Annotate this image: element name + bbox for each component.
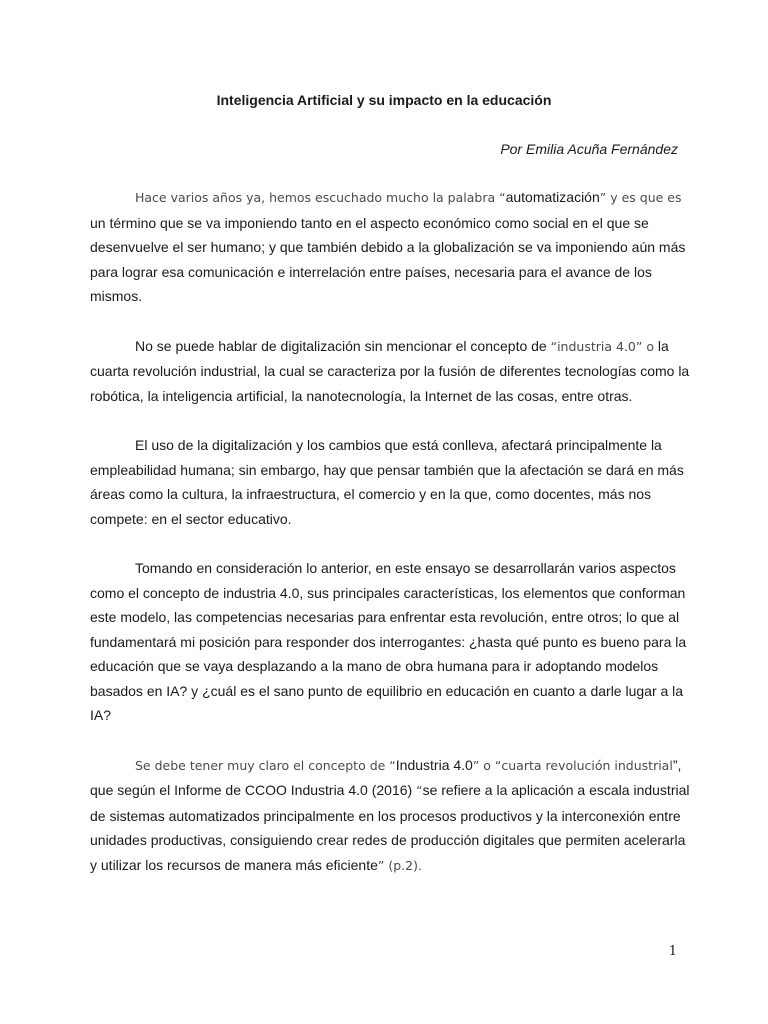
paragraph-2-lead: No se puede hablar de digitalización sin mencionar el concepto de — [135, 337, 551, 354]
paragraph-2-quote: “industria 4.0” o — [550, 338, 654, 354]
paragraph-1-lead: Hace varios años ya, hemos escuchado mucho la palabra “ — [135, 190, 506, 205]
paragraph-5-alt-term: ” o “cuarta revolución industrial — [472, 757, 673, 773]
document-body — [90, 185, 690, 879]
paragraph-1-rest: un término que se va imponiendo tanto en el aspecto económico como social en el que se desenvuelve el ser humano; y que también debido a la globalización se va imponiendo aún más para lograr esa comunicación e interrelación entre países, necesaria para el avance de los mismos. — [90, 214, 686, 305]
paragraph-5-citation: ”, que según el Informe de CCOO Industria 4.0 (2016) — [90, 756, 682, 799]
paragraph-5 — [90, 753, 690, 879]
paragraph-4: Tomando en consideración lo anterior, en este ensayo se desarrollarán varios aspectos como el concepto de industria 4.0, sus principales características, los elementos que conforman este modelo, las competencias necesarias para enfrentar esta revolución, entre otros; lo que al fundamentará mi posición para responder dos interrogantes: ¿hasta qué punto es bueno para la educación que se vaya desplazando a la mano de obra humana para ir adoptando modelos basados en IA? y ¿cuál es el sano punto de equilibrio en educación en cuanto a darle lugar a la IA? — [90, 559, 687, 724]
paragraph-3: El uso de la digitalización y los cambios que está conlleva, afectará principalmente la empleabilidad humana; sin embargo, hay que pensar también que la afectación se dará en más áreas como la cultura, la infraestructura, el comercio y en la que, como docentes, más nos compete: en el sector educativo. — [90, 436, 684, 527]
page-number: 1 — [668, 944, 677, 959]
paragraph-5-quote: se refiere a la aplicación a escala industrial de sistemas automatizados principalmente en los procesos productivos y la interconexión entre unidades productivas, consiguiendo crear redes de producción digitales que permiten acelerarla y utilizar los recursos de manera más eficiente — [90, 782, 690, 874]
paragraph-1 — [90, 185, 690, 309]
document-title: Inteligencia Artificial y su impacto en la educación — [216, 92, 552, 108]
paragraph-2-rest: la cuarta revolución industrial, la cual se caracteriza por la fusión de diferentes tecnologías como la robótica, la inteligencia artificial, la nanotecnología, la Internet de las cosas, entre otras. — [90, 337, 690, 404]
paragraph-2 — [90, 334, 690, 409]
paragraph-5-close: ” (p.2). — [377, 858, 422, 874]
paragraph-5-term: Industria 4.0 — [395, 756, 473, 773]
document-author: Por Emilia Acuña Fernández — [500, 141, 678, 157]
paragraph-1-keyword: automatización — [505, 189, 600, 205]
paragraph-1-quote-end: ” y es que es — [599, 190, 682, 205]
paragraph-5-lead: Se debe tener muy claro el concepto de “ — [135, 757, 396, 773]
paragraph-5-open-quote: “ — [416, 783, 423, 799]
